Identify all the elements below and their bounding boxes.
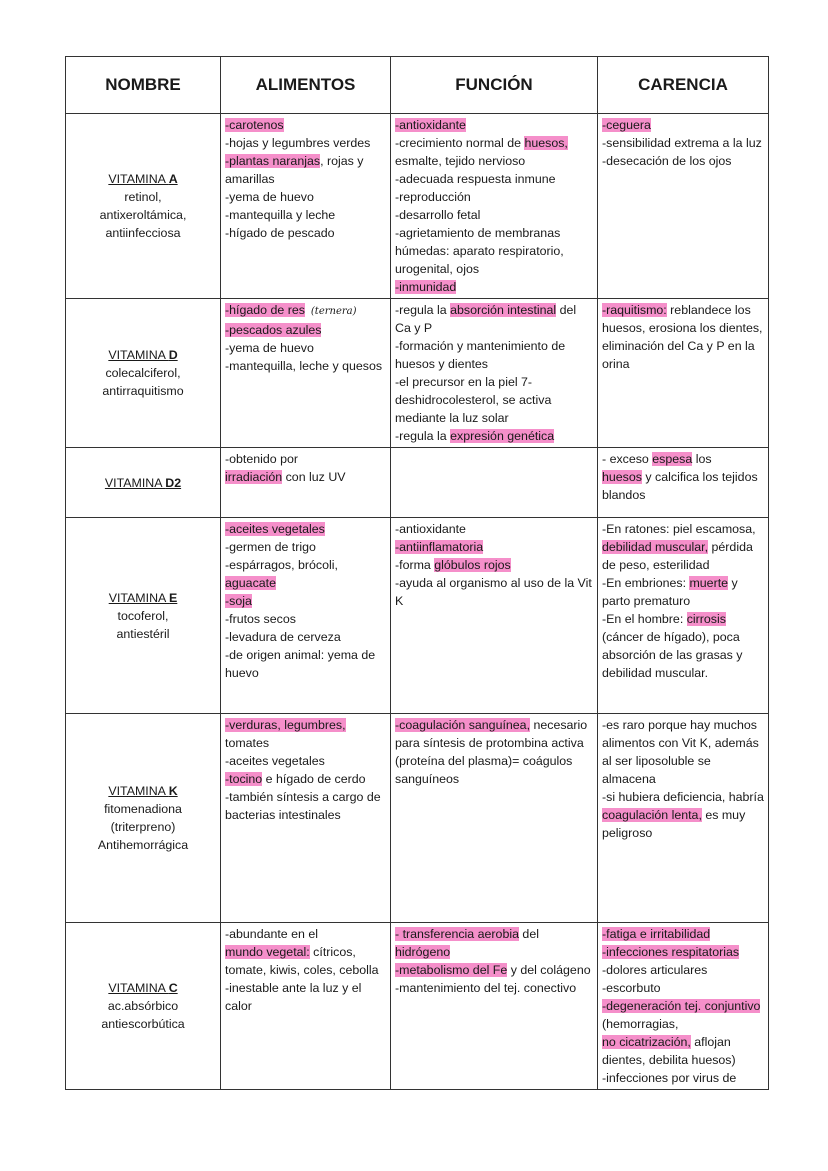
food-item: -yema de huevo	[225, 190, 314, 204]
function-item: -metabolismo del Fe y del colágeno	[395, 963, 591, 977]
vitamin-synonym: Antihemorrágica	[97, 838, 189, 852]
carencia-cell	[598, 518, 769, 714]
header-nombre: NOMBRE	[66, 57, 221, 114]
food-item	[225, 301, 386, 321]
food-item	[225, 574, 386, 592]
highlight: -pescados azules	[225, 323, 322, 337]
food-item: -plantas naranjas, rojas y amarillas	[225, 154, 364, 186]
deficiency-item: -escorbuto	[602, 981, 661, 995]
food-item: -tocino e hígado de cerdo	[225, 772, 366, 786]
function-item: -regula la expresión genética	[395, 429, 555, 443]
deficiency-item: -infecciones por virus de	[602, 1071, 737, 1085]
vitamin-synonym: antirraquitismo	[102, 384, 184, 398]
highlight: -tocino	[225, 772, 263, 786]
funcion-cell	[391, 923, 598, 1090]
highlight: huesos	[602, 470, 642, 484]
function-item: -adecuada respuesta inmune	[395, 172, 556, 186]
highlight: -hígado de res	[225, 303, 305, 317]
food-item: -obtenido por	[225, 452, 299, 466]
function-item: -antioxidante	[395, 522, 466, 536]
highlight: irradiación	[225, 470, 283, 484]
alimentos-cell	[221, 714, 391, 923]
food-item: -germen de trigo	[225, 540, 316, 554]
table-row	[66, 923, 769, 1090]
food-item: mundo vegetal: cítricos, tomate, kiwis, coles, cebolla	[225, 945, 379, 977]
food-item: -yema de huevo	[225, 341, 314, 355]
deficiency-item: -En ratones: piel escamosa, debilidad muscular, pérdida de peso, esterilidad	[602, 522, 756, 572]
deficiency-item: -desecación de los ojos	[602, 154, 732, 168]
deficiency-item: -raquitismo: reblandece los huesos, erosiona los dientes, eliminación del Ca y P en la orina	[602, 303, 763, 371]
food-item: -verduras, legumbres, tomates	[225, 718, 346, 750]
deficiency-item: -es raro porque hay muchos alimentos con Vit K, además al ser liposoluble se almacena	[602, 718, 759, 786]
deficiency-item: -sensibilidad extrema a la luz	[602, 136, 762, 150]
header-funcion: FUNCIÓN	[391, 57, 598, 114]
highlight: -inmunidad	[395, 280, 457, 294]
highlight: -ceguera	[602, 118, 651, 132]
highlight: -soja	[225, 594, 252, 608]
alimentos-cell	[221, 923, 391, 1090]
deficiency-item: no cicatrización, aflojan dientes, debilita huesos)	[602, 1035, 736, 1067]
vitamin-name-cell	[66, 714, 221, 923]
vitamin-synonym: retinol,	[124, 190, 162, 204]
vitamin-title: VITAMINA D	[108, 348, 178, 362]
highlight: glóbulos rojos	[434, 558, 511, 572]
highlight: no cicatrización,	[602, 1035, 691, 1049]
food-item: -espárragos, brócoli,	[225, 558, 338, 572]
deficiency-item: -si hubiera deficiencia, habría coagulación lenta, es muy peligroso	[602, 790, 764, 840]
vitamin-title: VITAMINA K	[108, 784, 178, 798]
highlight: espesa	[652, 452, 693, 466]
vitamin-letter: E	[169, 590, 178, 605]
vitamin-synonym: tocoferol,	[117, 608, 169, 623]
table-row	[66, 448, 769, 518]
vitamin-synonym: antiescorbútica	[101, 1017, 185, 1031]
vitamin-name-cell	[66, 518, 221, 714]
function-item: -desarrollo fetal	[395, 208, 481, 222]
highlight: -coagulación sanguínea,	[395, 718, 531, 732]
function-item: -crecimiento normal de huesos, esmalte, tejido nervioso	[395, 136, 568, 168]
food-item: -mantequilla, leche y quesos	[225, 359, 383, 373]
food-item: -mantequilla y leche	[225, 208, 336, 222]
header-carencia: CARENCIA	[598, 57, 769, 114]
food-item: irradiación con luz UV	[225, 470, 346, 484]
vitamin-table	[65, 56, 769, 1090]
highlight: -verduras, legumbres,	[225, 718, 346, 732]
highlight: absorción intestinal	[450, 303, 557, 317]
function-item: -forma glóbulos rojos	[395, 558, 511, 572]
function-item: -mantenimiento del tej. conectivo	[395, 981, 577, 995]
table-row	[66, 714, 769, 923]
carencia-cell	[598, 714, 769, 923]
vitamin-name-cell	[66, 299, 221, 448]
vitamin-title: VITAMINA D2	[104, 475, 182, 490]
highlight: mundo vegetal:	[225, 945, 310, 959]
carencia-cell	[598, 448, 769, 518]
vitamin-title: VITAMINA C	[108, 981, 178, 995]
funcion-cell	[391, 114, 598, 299]
carencia-cell	[598, 114, 769, 299]
food-item: -abundante en el	[225, 927, 319, 941]
highlight: -degeneración tej. conjuntivo	[602, 999, 761, 1013]
food-item: -hígado de pescado	[225, 226, 335, 240]
deficiency-item: - exceso espesa los	[602, 452, 712, 466]
vitamin-title: VITAMINA E	[108, 590, 178, 605]
deficiency-item	[602, 925, 764, 943]
table-row	[66, 299, 769, 448]
funcion-cell	[391, 448, 598, 518]
deficiency-item	[602, 943, 764, 961]
alimentos-cell	[221, 448, 391, 518]
function-item: -agrietamiento de membranas húmedas: aparato respiratorio, urogenital, ojos	[395, 226, 564, 276]
food-item	[225, 116, 386, 134]
food-item: -aceites vegetales	[225, 754, 325, 768]
highlight: -antiinflamatoria	[395, 540, 484, 554]
vitamin-name-cell	[66, 114, 221, 299]
carencia-cell	[598, 299, 769, 448]
function-item: -reproducción	[395, 190, 471, 204]
handwritten-note: (ternera)	[310, 306, 357, 317]
alimentos-cell	[221, 114, 391, 299]
food-item: -levadura de cerveza	[225, 630, 341, 644]
vitamin-letter: C	[168, 981, 178, 995]
function-item: -regula la absorción intestinal del Ca y P	[395, 303, 577, 335]
food-item	[225, 321, 386, 339]
vitamin-letter: K	[168, 784, 178, 798]
table-row	[66, 518, 769, 714]
function-item: -formación y mantenimiento de huesos y dientes	[395, 339, 566, 371]
funcion-cell	[391, 518, 598, 714]
vitamin-synonym: antixeroltámica,	[99, 208, 187, 222]
vitamin-synonym: colecalciferol,	[105, 366, 181, 380]
header-row	[66, 57, 769, 114]
deficiency-item: -dolores articulares	[602, 963, 708, 977]
highlight: muerte	[689, 576, 729, 590]
deficiency-item: -degeneración tej. conjuntivo (hemorragias,	[602, 999, 761, 1031]
vitamin-letter: A	[168, 172, 178, 186]
function-item	[395, 943, 593, 961]
highlight: aguacate	[225, 576, 276, 590]
deficiency-item	[602, 116, 764, 134]
highlight: coagulación lenta,	[602, 808, 702, 822]
vitamin-synonym: antiestéril	[116, 626, 170, 641]
vitamin-letter: D	[168, 348, 178, 362]
function-item	[395, 278, 593, 296]
food-item: -de origen animal: yema de huevo	[225, 648, 376, 680]
food-item: -hojas y legumbres verdes	[225, 136, 371, 150]
table-row	[66, 114, 769, 299]
function-item: -coagulación sanguínea, necesario para síntesis de protombina activa (proteína del plasma)= coágulos sanguíneos	[395, 718, 588, 786]
carencia-cell	[598, 923, 769, 1090]
alimentos-cell	[221, 299, 391, 448]
deficiency-item: -En el hombre: cirrosis (cáncer de hígado), poca absorción de las grasas y debilidad muscular.	[602, 612, 743, 680]
function-item: -el precursor en la piel 7-deshidrocolesterol, se activa mediante la luz solar	[395, 375, 552, 425]
alimentos-cell	[221, 518, 391, 714]
function-item	[395, 538, 593, 556]
vitamin-synonym: ac.absórbico	[107, 999, 179, 1013]
header-alimentos: ALIMENTOS	[221, 57, 391, 114]
vitamin-name-cell	[66, 448, 221, 518]
highlight: huesos,	[524, 136, 568, 150]
highlight: -aceites vegetales	[225, 522, 325, 536]
deficiency-item: -En embriones: muerte y parto prematuro	[602, 576, 738, 608]
food-item: -también síntesis a cargo de bacterias intestinales	[225, 790, 381, 822]
vitamin-name-cell	[66, 923, 221, 1090]
function-item: - transferencia aerobia del	[395, 927, 539, 941]
vitamin-synonym: (triterpreno)	[110, 820, 176, 834]
function-item: -ayuda al organismo al uso de la Vit K	[395, 576, 592, 608]
vitamin-letter: D2	[165, 475, 182, 490]
highlight: hidrógeno	[395, 945, 451, 959]
highlight: expresión genética	[450, 429, 555, 443]
function-item	[395, 116, 593, 134]
highlight: debilidad muscular,	[602, 540, 709, 554]
highlight: -plantas naranjas	[225, 154, 321, 168]
deficiency-item: huesos y calcifica los tejidos blandos	[602, 470, 758, 502]
highlight: -raquitismo:	[602, 303, 667, 317]
highlight: -fatiga e irritabilidad	[602, 927, 711, 941]
food-item: -frutos secos	[225, 612, 296, 626]
highlight: -antioxidante	[395, 118, 466, 132]
highlight: -metabolismo del Fe	[395, 963, 508, 977]
food-item: -inestable ante la luz y el calor	[225, 981, 362, 1013]
funcion-cell	[391, 714, 598, 923]
vitamin-title: VITAMINA A	[108, 172, 178, 186]
funcion-cell	[391, 299, 598, 448]
vitamin-synonym: antiinfecciosa	[105, 226, 181, 240]
food-item	[225, 592, 386, 610]
highlight: cirrosis	[686, 612, 726, 626]
vitamin-synonym: fitomenadiona	[104, 802, 182, 816]
highlight: -infecciones respitatorias	[602, 945, 740, 959]
highlight: - transferencia aerobia	[395, 927, 519, 941]
food-item	[225, 520, 386, 538]
highlight: -carotenos	[225, 118, 284, 132]
